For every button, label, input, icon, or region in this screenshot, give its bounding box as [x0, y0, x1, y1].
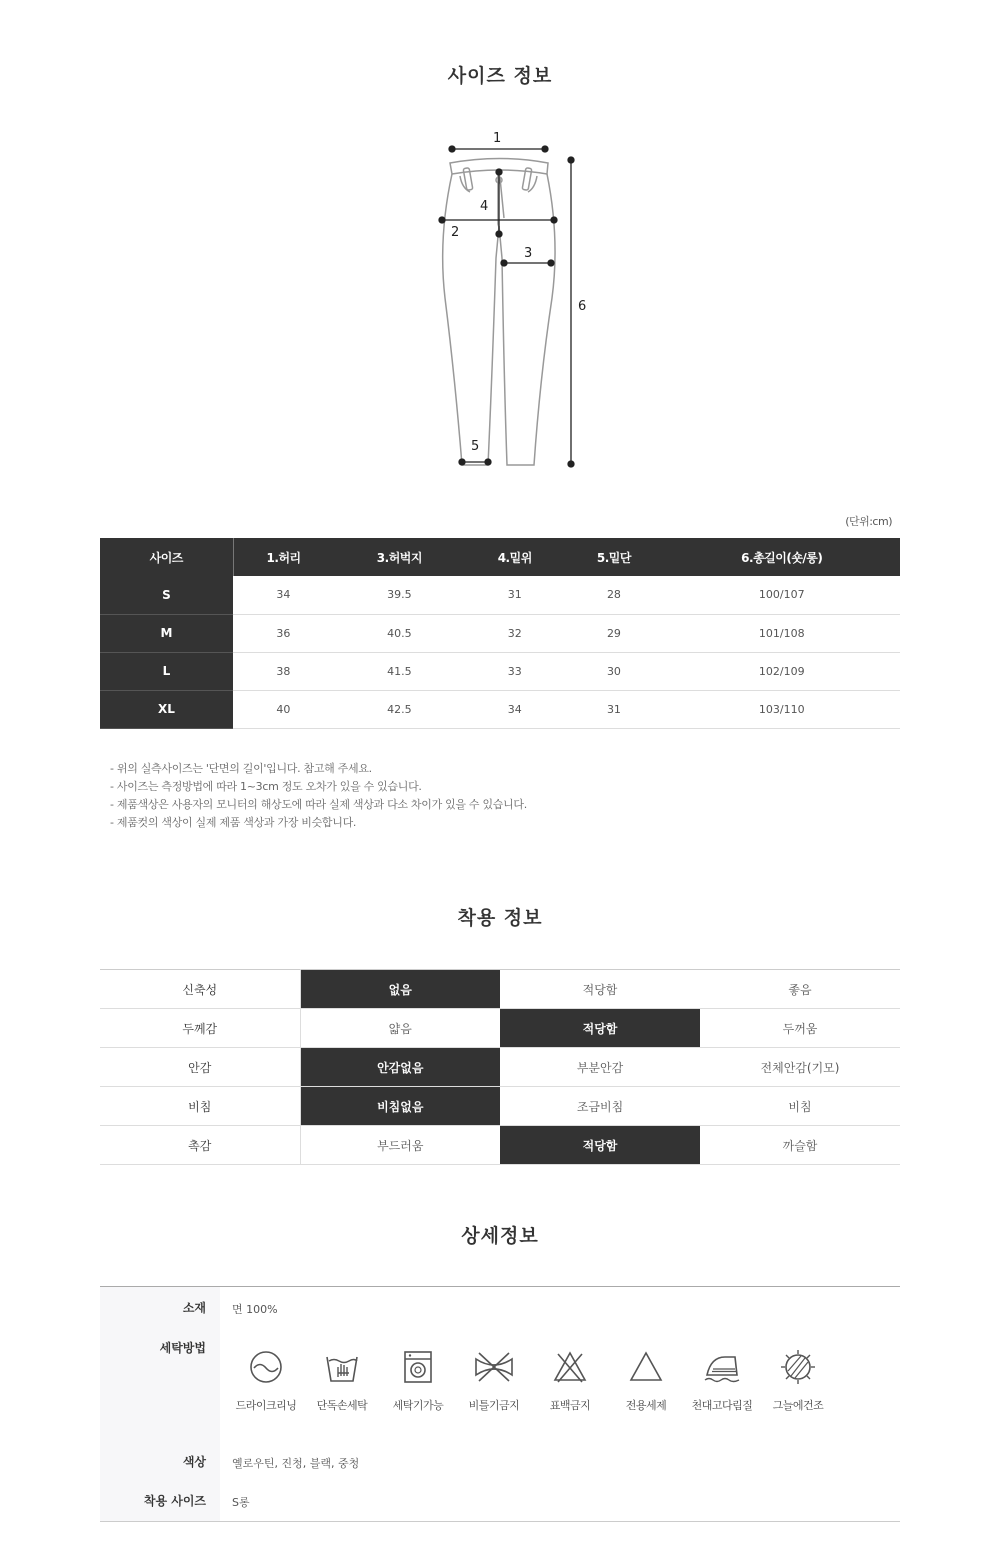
care-label: 전용세제 — [625, 1399, 667, 1412]
table-cell: 42.5 — [334, 690, 465, 728]
table-cell: 34 — [465, 690, 564, 728]
care-label: 세탁기가능 — [392, 1399, 444, 1412]
table-cell: 36 — [233, 614, 334, 652]
fit-size-value: S롱 — [232, 1496, 250, 1509]
size-row-label: L — [100, 652, 233, 690]
size-table-header: 5.밑단 — [564, 538, 663, 576]
size-table-header: 1.허리 — [233, 538, 334, 576]
table-cell: 102/109 — [664, 652, 900, 690]
fit-option: 좋음 — [700, 970, 900, 1009]
fit-option: 안감없음 — [300, 1048, 500, 1087]
fit-option: 두꺼움 — [700, 1009, 900, 1048]
care-item — [226, 1349, 306, 1413]
fit-option: 비침 — [700, 1087, 900, 1126]
size-table-header: 4.밑위 — [465, 538, 564, 576]
fit-option: 부분안감 — [500, 1048, 700, 1087]
fit-option: 까슬함 — [700, 1126, 900, 1165]
fit-info-title: 착용 정보 — [457, 907, 543, 929]
table-cell: 103/110 — [664, 690, 900, 728]
fit-option: 비침없음 — [300, 1087, 500, 1126]
detail-label-column — [100, 1287, 220, 1521]
care-item — [758, 1349, 838, 1413]
fit-row-label: 촉감 — [100, 1126, 300, 1165]
table-cell: 29 — [564, 614, 663, 652]
table-row — [100, 690, 900, 728]
diagram-label-1: 1 — [493, 131, 502, 146]
care-item — [530, 1349, 610, 1413]
dry-clean-icon — [248, 1349, 284, 1385]
neutral-detergent-icon — [628, 1349, 664, 1385]
table-cell: 40 — [233, 690, 334, 728]
fit-option: 조금비침 — [500, 1087, 700, 1126]
size-row-label: XL — [100, 690, 233, 728]
fit-option: 적당함 — [500, 970, 700, 1009]
washing-machine-icon — [400, 1349, 436, 1385]
size-row-label: M — [100, 614, 233, 652]
fit-row — [100, 1087, 900, 1126]
material-label: 소재 — [182, 1301, 206, 1315]
fit-option: 적당함 — [500, 1126, 700, 1165]
detail-info-title: 상세정보 — [461, 1225, 539, 1247]
care-label: 단독손세탁 — [316, 1399, 368, 1412]
care-label: 표백금지 — [549, 1399, 591, 1412]
iron-cloth-icon — [703, 1349, 741, 1385]
fit-option: 전체안감(기모) — [700, 1048, 900, 1087]
fit-row — [100, 1126, 900, 1165]
table-cell: 39.5 — [334, 576, 465, 614]
care-label: 드라이크리닝 — [235, 1399, 297, 1412]
fit-option: 부드러움 — [300, 1126, 500, 1165]
diagram-label-4: 4 — [480, 199, 489, 214]
size-table-header-row — [100, 538, 900, 576]
table-cell: 30 — [564, 652, 663, 690]
diagram-label-2: 2 — [451, 225, 460, 240]
care-label: 비틀기금지 — [468, 1399, 520, 1412]
no-bleach-icon — [552, 1349, 588, 1385]
table-cell: 100/107 — [664, 576, 900, 614]
table-cell: 33 — [465, 652, 564, 690]
fit-row — [100, 1009, 900, 1048]
fit-size-label: 착용 사이즈 — [143, 1494, 206, 1508]
care-item — [606, 1349, 686, 1413]
table-cell: 40.5 — [334, 614, 465, 652]
diagram-label-3: 3 — [524, 246, 533, 261]
table-cell: 28 — [564, 576, 663, 614]
note-line: - 제품컷의 색상이 실제 제품 색상과 가장 비슷합니다. — [110, 816, 357, 829]
size-info-title: 사이즈 정보 — [447, 65, 553, 87]
size-row-label: S — [100, 576, 233, 614]
table-cell: 32 — [465, 614, 564, 652]
wash-label: 세탁방법 — [159, 1341, 206, 1355]
table-cell: 38 — [233, 652, 334, 690]
table-cell: 41.5 — [334, 652, 465, 690]
size-table — [100, 538, 900, 729]
table-cell: 31 — [465, 576, 564, 614]
detail-info-table — [100, 1286, 900, 1522]
note-line: - 사이즈는 측정방법에 따라 1~3cm 정도 오차가 있을 수 있습니다. — [110, 780, 422, 793]
color-value: 옐로우틴, 진청, 블랙, 중청 — [232, 1457, 360, 1470]
no-wring-icon — [473, 1349, 515, 1385]
diagram-label-5: 5 — [471, 439, 480, 454]
fit-row-label: 비침 — [100, 1087, 300, 1126]
fit-option: 없음 — [300, 970, 500, 1009]
table-cell: 101/108 — [664, 614, 900, 652]
fit-row — [100, 1048, 900, 1087]
care-label: 그늘에건조 — [772, 1399, 824, 1412]
color-label: 색상 — [182, 1455, 206, 1469]
care-item — [454, 1349, 534, 1413]
fit-row-label: 안감 — [100, 1048, 300, 1087]
table-row — [100, 576, 900, 614]
pants-size-diagram — [400, 118, 620, 478]
table-row — [100, 652, 900, 690]
size-table-header: 6.총길이(숏/롱) — [664, 538, 900, 576]
fit-row — [100, 970, 900, 1009]
fit-row-label: 두께감 — [100, 1009, 300, 1048]
table-row — [100, 614, 900, 652]
care-item — [682, 1349, 762, 1413]
note-line: - 위의 실측사이즈는 '단면의 길이'입니다. 참고해 주세요. — [110, 762, 372, 775]
shade-dry-icon — [779, 1349, 817, 1385]
size-table-header: 3.허벅지 — [334, 538, 465, 576]
note-line: - 제품색상은 사용자의 모니터의 해상도에 따라 실제 색상과 다소 차이가 있을 수 있습니다. — [110, 798, 527, 811]
fit-row-label: 신축성 — [100, 970, 300, 1009]
hand-wash-icon — [324, 1349, 360, 1385]
table-cell: 34 — [233, 576, 334, 614]
size-table-header: 사이즈 — [100, 538, 233, 576]
material-value: 면 100% — [232, 1303, 278, 1316]
fit-table — [100, 969, 900, 1165]
diagram-label-6: 6 — [578, 299, 587, 314]
unit-label: (단위:cm) — [845, 515, 892, 528]
table-cell: 31 — [564, 690, 663, 728]
care-item — [302, 1349, 382, 1413]
care-label: 천대고다림질 — [691, 1399, 753, 1412]
fit-option: 적당함 — [500, 1009, 700, 1048]
fit-option: 얇음 — [300, 1009, 500, 1048]
size-notes — [110, 760, 527, 832]
care-item — [378, 1349, 458, 1413]
